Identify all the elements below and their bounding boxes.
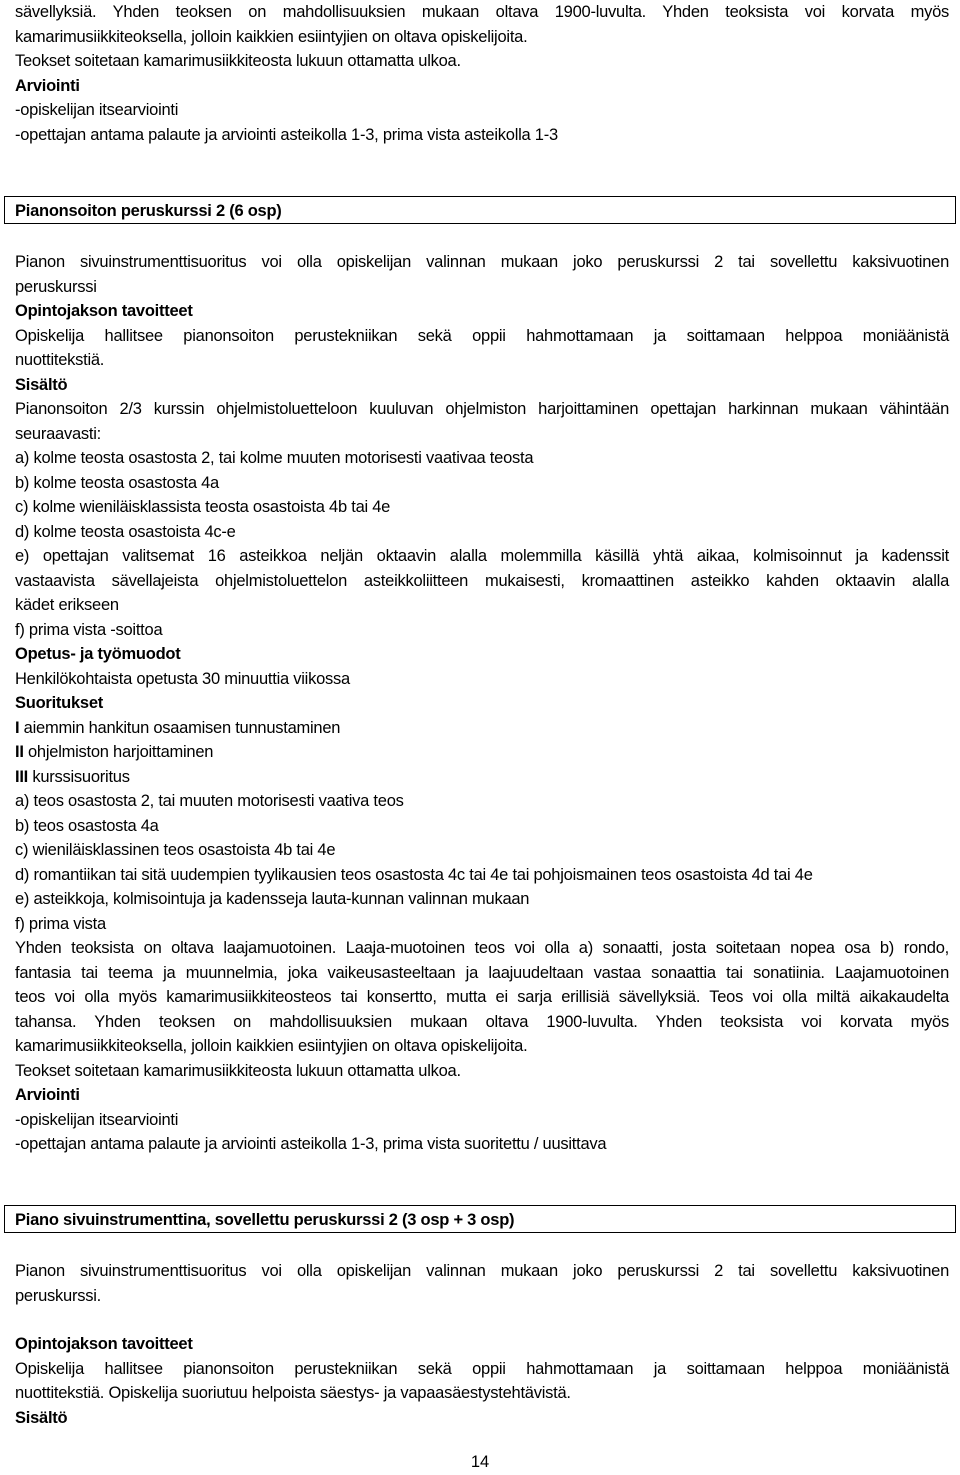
course-title-box [4, 1205, 956, 1233]
performance-text: ohjelmiston harjoittaminen [23, 743, 214, 761]
goals-heading: Opintojakson tavoitteet [15, 1335, 193, 1353]
intro-line: peruskurssi. [15, 1286, 101, 1305]
goals-line: Opiskelija hallitsee pianonsoiton perustekniikan sekä oppii hahmottamaan ja soittamaan helppoa moniäänistä [15, 326, 949, 345]
performance-line: e) asteikkoja, kolmisointuja ja kadensseja lauta-kunnan valinnan mukaan [15, 890, 530, 908]
goals-heading: Opintojakson tavoitteet [15, 302, 193, 320]
course3-goals [15, 1332, 949, 1430]
content-line: kädet erikseen [15, 596, 119, 614]
content-line: a) kolme teosta osastosta 2, tai kolme muuten motorisesti vaativaa teosta [15, 449, 534, 467]
performance-line: c) wieniläisklassinen teos osastoista 4b tai 4e [15, 841, 336, 859]
arviointi-line: -opiskelijan itsearviointi [15, 1110, 179, 1129]
paragraph-line: kamarimusiikkiteoksella, jolloin kaikkien esiintyjien on oltava opiskelijoita. [15, 1037, 528, 1055]
content-line: b) kolme teosta osastosta 4a [15, 473, 219, 492]
paragraph-line: teos voi olla myös kamarimusiikkiteosteos tai konsertto, mutta ei sarja erillisiä sävellyksiä. Teos voi olla miltä aikakaudelta [15, 988, 949, 1006]
intro-line: peruskurssi [15, 277, 97, 296]
content-line: vastaavista sävellajeista ohjelmistoluettelon asteikkoliitteen mukaisesti, kromaattinen asteikko kahden oktaavin alalla [15, 571, 949, 590]
arviointi-line: -opettajan antama palaute ja arviointi asteikolla 1-3, prima vista suoritettu / uusittava [15, 1135, 607, 1153]
paragraph-line: kamarimusiikkiteoksella, jolloin kaikkien esiintyjien on oltava opiskelijoita. [15, 27, 528, 46]
arviointi-heading: Arviointi [15, 1086, 80, 1104]
page-number: 14 [470, 1453, 490, 1471]
content-line: e) opettajan valitsemat 16 asteikkoa neljän oktaavin alalla molemmilla käsillä yhtä aikaa, kolmisoinnut ja kadenssit [15, 547, 949, 565]
performance-line: a) teos osastosta 2, tai muuten motorisesti vaativa teos [15, 792, 404, 810]
paragraph-line: Teokset soitetaan kamarimusiikkiteosta lukuun ottamatta ulkoa. [15, 52, 461, 70]
goals-line: nuottitekstiä. [15, 351, 105, 369]
performance-number: I [15, 718, 20, 737]
content-line: Pianonsoiton 2/3 kurssin ohjelmistoluetteloon kuuluvan ohjelmiston harjoittaminen opettajan harkinnan mukaan vähintään [15, 400, 949, 418]
performance-item [15, 716, 949, 741]
content-heading: Sisältö [15, 1408, 68, 1427]
paragraph-line: fantasia tai teema ja muunnelmia, joka vaikeusasteeltaan ja laajuudeltaan vastaa sonaattia tai sonatiinia. Laajamuotoinen [15, 963, 949, 982]
performance-line: b) teos osastosta 4a [15, 816, 159, 835]
course-title-box [4, 196, 956, 224]
course3-section [15, 1259, 949, 1308]
methods-heading: Opetus- ja työmuodot [15, 645, 181, 663]
goals-line: nuottitekstiä. Opiskelija suoriutuu helpoista säestys- ja vapaasäestystehtävistä. [15, 1384, 571, 1402]
performance-text: kurssisuoritus [28, 767, 130, 786]
performance-item [15, 740, 949, 765]
goals-line: Opiskelija hallitsee pianonsoiton perustekniikan sekä oppii hahmottamaan ja soittamaan helppoa moniäänistä [15, 1359, 949, 1378]
paragraph-line: Teokset soitetaan kamarimusiikkiteosta lukuun ottamatta ulkoa. [15, 1061, 461, 1080]
performance-number: II [15, 743, 24, 761]
content-line: c) kolme wieniläisklassista teosta osastoista 4b tai 4e [15, 498, 391, 516]
course2-section [15, 250, 949, 1157]
arviointi-heading: Arviointi [15, 76, 80, 95]
content-line: seuraavasti: [15, 424, 101, 443]
content-heading: Sisältö [15, 375, 68, 394]
course-title: Pianonsoiton peruskurssi 2 (6 osp) [15, 202, 282, 220]
top-section [15, 0, 949, 147]
performance-text: aiemmin hankitun osaamisen tunnustaminen [19, 718, 341, 737]
content-line: d) kolme teosta osastoista 4c-e [15, 522, 236, 541]
paragraph-line: sävellyksiä. Yhden teoksen on mahdollisuuksien mukaan oltava 1900-luvulta. Yhden teoksista voi korvata myös [15, 3, 949, 21]
intro-line: Pianon sivuinstrumenttisuoritus voi olla opiskelijan valinnan mukaan joko peruskurssi 2 tai sovellettu kaksivuotinen [15, 1262, 949, 1280]
course-title: Piano sivuinstrumenttina, sovellettu peruskurssi 2 (3 osp + 3 osp) [15, 1211, 515, 1229]
paragraph-line: tahansa. Yhden teoksen on mahdollisuuksien mukaan oltava 1900-luvulta. Yhden teoksista voi korvata myös [15, 1012, 949, 1031]
methods-line: Henkilökohtaista opetusta 30 minuuttia viikossa [15, 669, 350, 688]
performance-heading: Suoritukset [15, 694, 104, 712]
arviointi-line: -opettajan antama palaute ja arviointi asteikolla 1-3, prima vista asteikolla 1-3 [15, 125, 558, 144]
content-line: f) prima vista -soittoa [15, 620, 163, 639]
paragraph-line: Yhden teoksista on oltava laajamuotoinen. Laaja-muotoinen teos voi olla a) sonaatti, josta soitetaan nopea osa b) rondo, [15, 939, 949, 957]
performance-item [15, 765, 949, 790]
performance-line: d) romantiikan tai sitä uudempien tyylikausien teos osastosta 4c tai 4e tai pohjoismainen teos osastoista 4d tai 4e [15, 865, 813, 884]
arviointi-line: -opiskelijan itsearviointi [15, 101, 179, 119]
performance-number: III [15, 767, 29, 786]
performance-line: f) prima vista [15, 914, 106, 933]
intro-line: Pianon sivuinstrumenttisuoritus voi olla opiskelijan valinnan mukaan joko peruskurssi 2 tai sovellettu kaksivuotinen [15, 253, 949, 271]
